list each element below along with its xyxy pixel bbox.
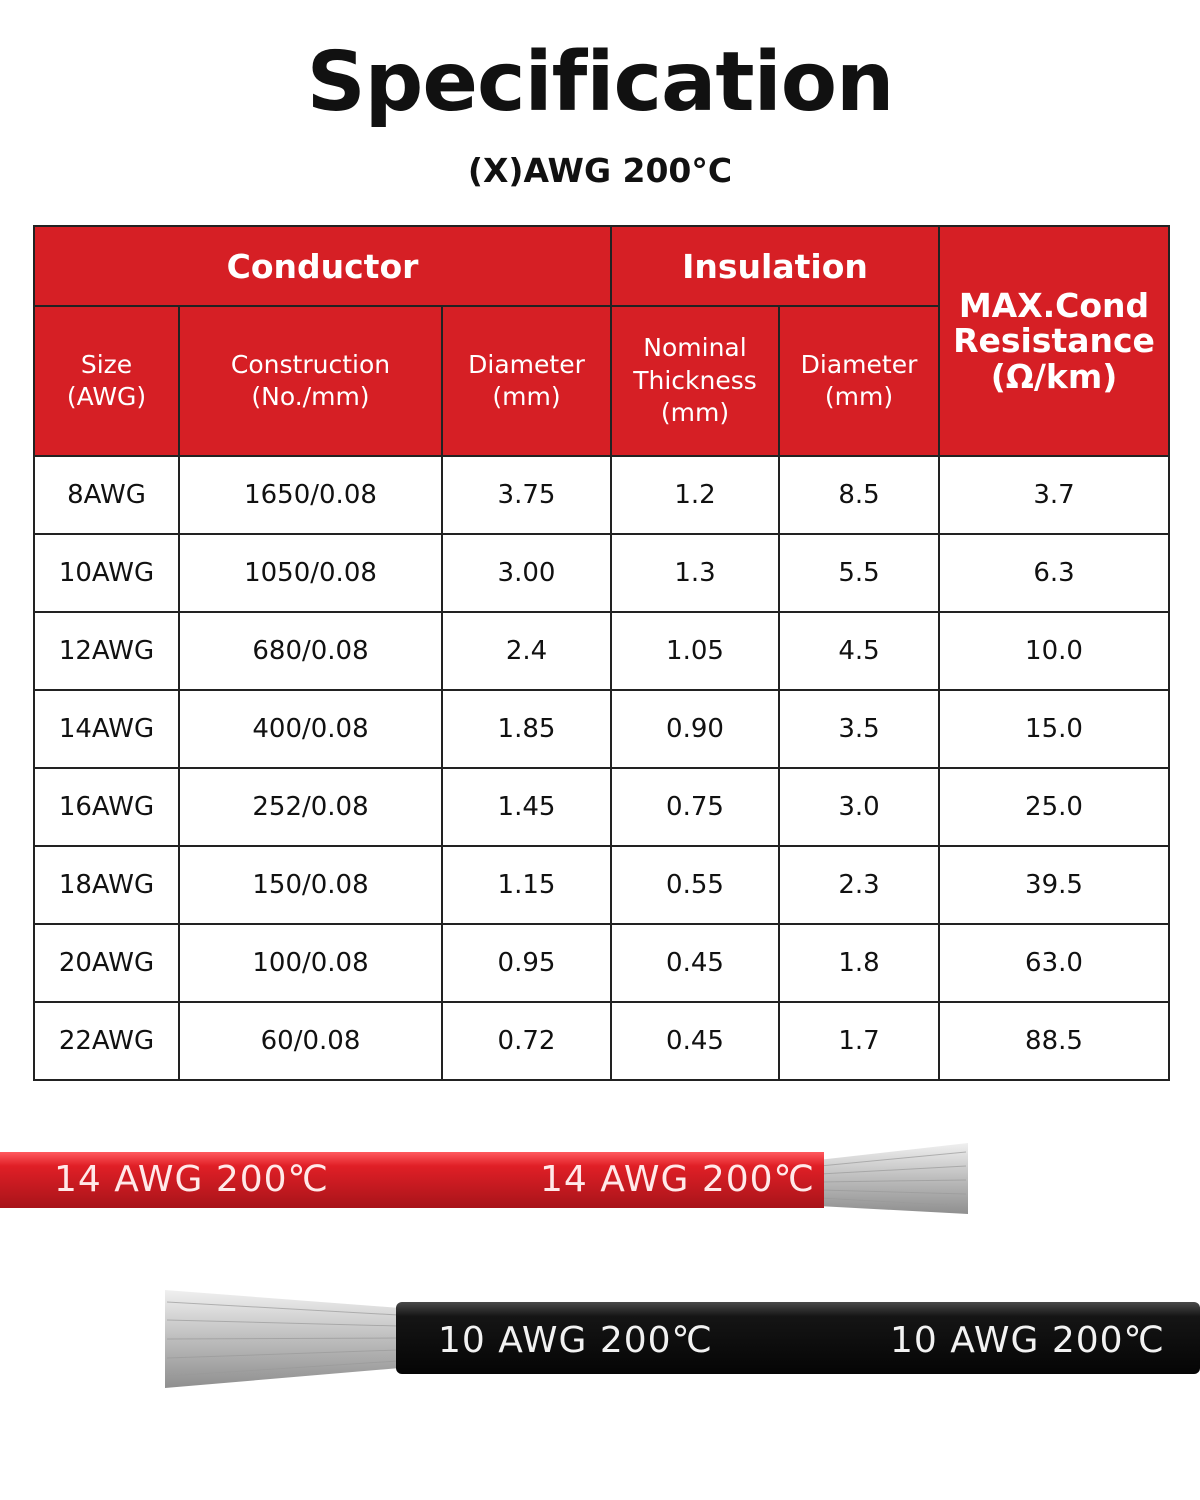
cell-size: 14AWG	[34, 690, 179, 768]
cell-resistance: 10.0	[939, 612, 1169, 690]
cell-conductor-diameter: 0.72	[442, 1002, 611, 1080]
cell-insulation-diameter: 1.8	[779, 924, 939, 1002]
cell-conductor-diameter: 1.85	[442, 690, 611, 768]
cell-resistance: 25.0	[939, 768, 1169, 846]
table-row	[34, 612, 1169, 690]
page-subtitle: (X)AWG 200°C	[467, 151, 733, 190]
header-conductor-diameter	[442, 306, 611, 456]
cell-construction: 400/0.08	[179, 690, 442, 768]
cell-construction: 150/0.08	[179, 846, 442, 924]
cell-size: 20AWG	[34, 924, 179, 1002]
header-conductor: Conductor	[34, 226, 611, 306]
header-construction	[179, 306, 442, 456]
header-size-line-1: Size	[80, 349, 133, 379]
header-construction-line-1: Construction	[230, 349, 391, 379]
header-max-resistance	[939, 226, 1169, 456]
cell-thickness: 0.45	[611, 1002, 779, 1080]
cell-resistance: 88.5	[939, 1002, 1169, 1080]
cell-size: 8AWG	[34, 456, 179, 534]
table-row	[34, 846, 1169, 924]
cell-thickness: 1.2	[611, 456, 779, 534]
cell-resistance: 6.3	[939, 534, 1169, 612]
cell-construction: 1650/0.08	[179, 456, 442, 534]
header-size	[34, 306, 179, 456]
black-wire-label: 10 AWG 200℃	[438, 1320, 713, 1361]
red-wire-label: 14 AWG 200℃	[540, 1159, 815, 1200]
cell-insulation-diameter: 2.3	[779, 846, 939, 924]
cell-construction: 252/0.08	[179, 768, 442, 846]
cell-conductor-diameter: 3.00	[442, 534, 611, 612]
cell-size: 18AWG	[34, 846, 179, 924]
cell-thickness: 0.90	[611, 690, 779, 768]
cell-conductor-diameter: 1.45	[442, 768, 611, 846]
header-insulation: Insulation	[611, 226, 939, 306]
cell-thickness: 0.55	[611, 846, 779, 924]
header-insulation-diameter	[779, 306, 939, 456]
specification-table	[33, 225, 1170, 1081]
red-wire-label: 14 AWG 200℃	[54, 1159, 329, 1200]
cell-thickness: 0.75	[611, 768, 779, 846]
cell-construction: 100/0.08	[179, 924, 442, 1002]
header-resistance-line-1: MAX.Cond	[958, 285, 1150, 325]
header-size-line-2: (AWG)	[66, 382, 147, 411]
table-row	[34, 456, 1169, 534]
header-thickness-line-3: (mm)	[660, 398, 730, 428]
cell-insulation-diameter: 3.5	[779, 690, 939, 768]
cell-size: 22AWG	[34, 1002, 179, 1080]
cell-thickness: 1.05	[611, 612, 779, 690]
table-row	[34, 1002, 1169, 1080]
cell-conductor-diameter: 1.15	[442, 846, 611, 924]
cell-resistance: 15.0	[939, 690, 1169, 768]
cell-thickness: 0.45	[611, 924, 779, 1002]
header-insulation-diameter-line-2: (mm)	[824, 382, 894, 411]
table-row	[34, 534, 1169, 612]
header-resistance-line-2: Resistance	[953, 321, 1155, 361]
cell-insulation-diameter: 8.5	[779, 456, 939, 534]
cell-resistance: 3.7	[939, 456, 1169, 534]
cell-thickness: 1.3	[611, 534, 779, 612]
header-conductor-diameter-line-1: Diameter	[468, 349, 585, 379]
header-nominal-thickness	[611, 306, 779, 456]
cell-insulation-diameter: 3.0	[779, 768, 939, 846]
cell-conductor-diameter: 2.4	[442, 612, 611, 690]
table-row	[34, 690, 1169, 768]
wire-illustration	[0, 1110, 1200, 1410]
cell-size: 16AWG	[34, 768, 179, 846]
cell-construction: 60/0.08	[179, 1002, 442, 1080]
table-row	[34, 768, 1169, 846]
cell-size: 10AWG	[34, 534, 179, 612]
cell-resistance: 39.5	[939, 846, 1169, 924]
header-construction-line-2: (No./mm)	[251, 382, 370, 411]
table-row	[34, 924, 1169, 1002]
header-insulation-diameter-line-1: Diameter	[800, 349, 918, 379]
cell-conductor-diameter: 3.75	[442, 456, 611, 534]
cell-insulation-diameter: 4.5	[779, 612, 939, 690]
cell-conductor-diameter: 0.95	[442, 924, 611, 1002]
cell-insulation-diameter: 5.5	[779, 534, 939, 612]
header-resistance-line-3: (Ω/km)	[990, 356, 1118, 396]
cell-construction: 680/0.08	[179, 612, 442, 690]
header-conductor-diameter-line-2: (mm)	[492, 382, 561, 411]
header-thickness-line-2: Thickness	[633, 365, 757, 395]
header-thickness-line-1: Nominal	[643, 333, 747, 363]
black-wire-label: 10 AWG 200℃	[890, 1320, 1165, 1361]
cell-construction: 1050/0.08	[179, 534, 442, 612]
cell-resistance: 63.0	[939, 924, 1169, 1002]
cell-insulation-diameter: 1.7	[779, 1002, 939, 1080]
cell-size: 12AWG	[34, 612, 179, 690]
page-title: Specification	[306, 35, 894, 130]
